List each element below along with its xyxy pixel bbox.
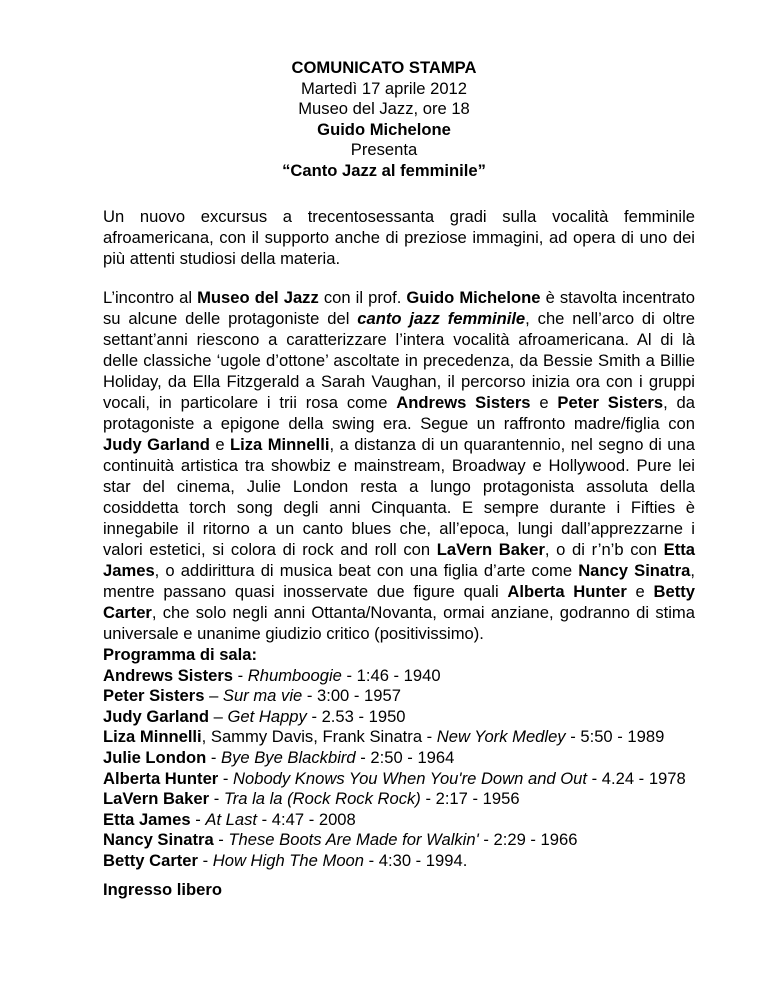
event-title: “Canto Jazz al femminile”: [282, 160, 486, 180]
program-entry: [103, 747, 743, 768]
program-entry-separator: -: [233, 665, 248, 685]
presents-label: Presenta: [350, 140, 418, 159]
program-entry-duration-year: - 2:29 - 1966: [478, 830, 578, 850]
program-entry-song-title: Bye Bye Blackbird: [221, 747, 356, 767]
program-entry-separator: , Sammy Davis, Frank Sinatra -: [201, 727, 437, 747]
admission-note: Ingresso libero: [103, 880, 222, 899]
program-entry-song-title: Tra la la (Rock Rock Rock): [223, 789, 421, 809]
event-venue: Museo del Jazz, ore 18: [298, 99, 470, 118]
presenter-name: Guido Michelone: [317, 119, 451, 139]
program-entry-duration-year: - 4:30 - 1994.: [364, 850, 468, 870]
program-entry-artist: Liza Minnelli: [103, 727, 202, 747]
program-entry: [103, 809, 743, 830]
program-entry-artist: Alberta Hunter: [103, 768, 219, 788]
header: [0, 58, 768, 181]
program-entry-song-title: Rhumboogie: [247, 665, 342, 685]
program-list: [103, 644, 743, 871]
program-heading: Programma di sala:: [103, 645, 258, 664]
program-entry-duration-year: - 4.24 - 1978: [587, 768, 686, 788]
program-entry-duration-year: - 4:47 - 2008: [257, 809, 356, 829]
program-entry-duration-year: - 2:17 - 1956: [420, 789, 520, 809]
program-entry-separator: –: [204, 686, 223, 706]
program-entry-song-title: New York Medley: [436, 727, 566, 747]
program-entries: [103, 665, 743, 871]
program-entry-duration-year: - 1:46 - 1940: [341, 665, 441, 685]
program-entry-separator: -: [198, 850, 213, 870]
program-entry: [103, 850, 743, 871]
program-entry-separator: -: [190, 809, 206, 829]
program-entry-duration-year: - 5:50 - 1989: [565, 727, 665, 747]
program-entry-artist: Etta James: [103, 809, 191, 829]
program-entry: [103, 829, 743, 850]
program-entry-artist: LaVern Baker: [103, 789, 210, 809]
program-entry-separator: -: [218, 768, 233, 788]
program-entry: [103, 768, 743, 789]
program-entry-duration-year: - 3:00 - 1957: [302, 686, 401, 706]
program-entry-song-title: Get Happy: [227, 706, 307, 726]
program-entry-song-title: At Last: [205, 809, 258, 829]
program-entry-duration-year: - 2:50 - 1964: [355, 747, 455, 767]
program-entry: [103, 726, 743, 747]
program-entry-artist: Andrews Sisters: [103, 665, 234, 685]
body-paragraph: L’incontro al Museo del Jazz con il prof. Guido Michelone è stavolta incentrato su alcune delle protagoniste del canto jazz femminile, che nell’arco di oltre settant’anni riescono a caratterizzare l’intera vocalità afroamericana. Al di là delle classiche ‘ugole d’ottone’ ascoltate in precedenza, da Bessie Smith a Billie Holiday, da Ella Fitzgerald a Sarah Vaughan, il percorso inizia ora con i gruppi vocali, in particolare i trii rosa come Andrews Sisters e Peter Sisters, da protagoniste a epigone della swing era. Segue un raffronto madre/figlia con Judy Garland e Liza Minnelli, a distanza di un quarantennio, nel segno di una continuità artistica tra showbiz e mainstream, Broadway e Hollywood. Pure lei star del cinema, Julie London resta a lungo protagonista assoluta della cosiddetta torch song degli anni Cinquanta. E sempre durante i Fifties è innegabile il ritorno a un canto blues che, all’epoca, lungi dall’apprezzarne i valori estetici, si colora di rock and roll con LaVern Baker, o di r’n’b con Etta James, o addirittura di musica beat con una figlia d’arte come Nancy Sinatra, mentre passano quasi inosservate due figure quali Alberta Hunter e Betty Carter, che solo negli anni Ottanta/Novanta, ormai anziane, godranno di stima universale e unanime giudizio critico (positivissimo).: [103, 288, 696, 643]
program-entry-song-title: How High The Moon: [212, 850, 365, 870]
program-entry-artist: Nancy Sinatra: [103, 830, 214, 850]
program-entry-artist: Judy Garland: [103, 706, 210, 726]
program-entry: [103, 788, 743, 809]
document-title: COMUNICATO STAMPA: [291, 58, 477, 77]
program-entry-artist: Peter Sisters: [103, 686, 205, 706]
program-entry-artist: Betty Carter: [103, 850, 198, 870]
intro-paragraph: Un nuovo excursus a trecentosessanta gradi sulla vocalità femminile afroamericana, con il supporto anche di preziose immagini, ad opera di uno dei più attenti studiosi della materia.: [103, 207, 695, 268]
program-entry: [103, 706, 743, 727]
program-entry-separator: –: [209, 706, 228, 726]
program-entry-artist: Julie London: [103, 747, 207, 767]
event-date: Martedì 17 aprile 2012: [300, 78, 468, 98]
program-entry: [103, 665, 743, 686]
program-entry-separator: -: [206, 747, 221, 767]
program-entry-duration-year: - 2.53 - 1950: [306, 706, 406, 726]
program-entry-song-title: Nobody Knows You When You're Down and Out: [233, 768, 588, 788]
program-entry-separator: -: [213, 830, 229, 850]
program-entry: [103, 685, 743, 706]
program-entry-song-title: Sur ma vie: [222, 686, 303, 706]
program-entry-separator: -: [209, 789, 224, 809]
program-entry-song-title: These Boots Are Made for Walkin': [228, 830, 479, 850]
